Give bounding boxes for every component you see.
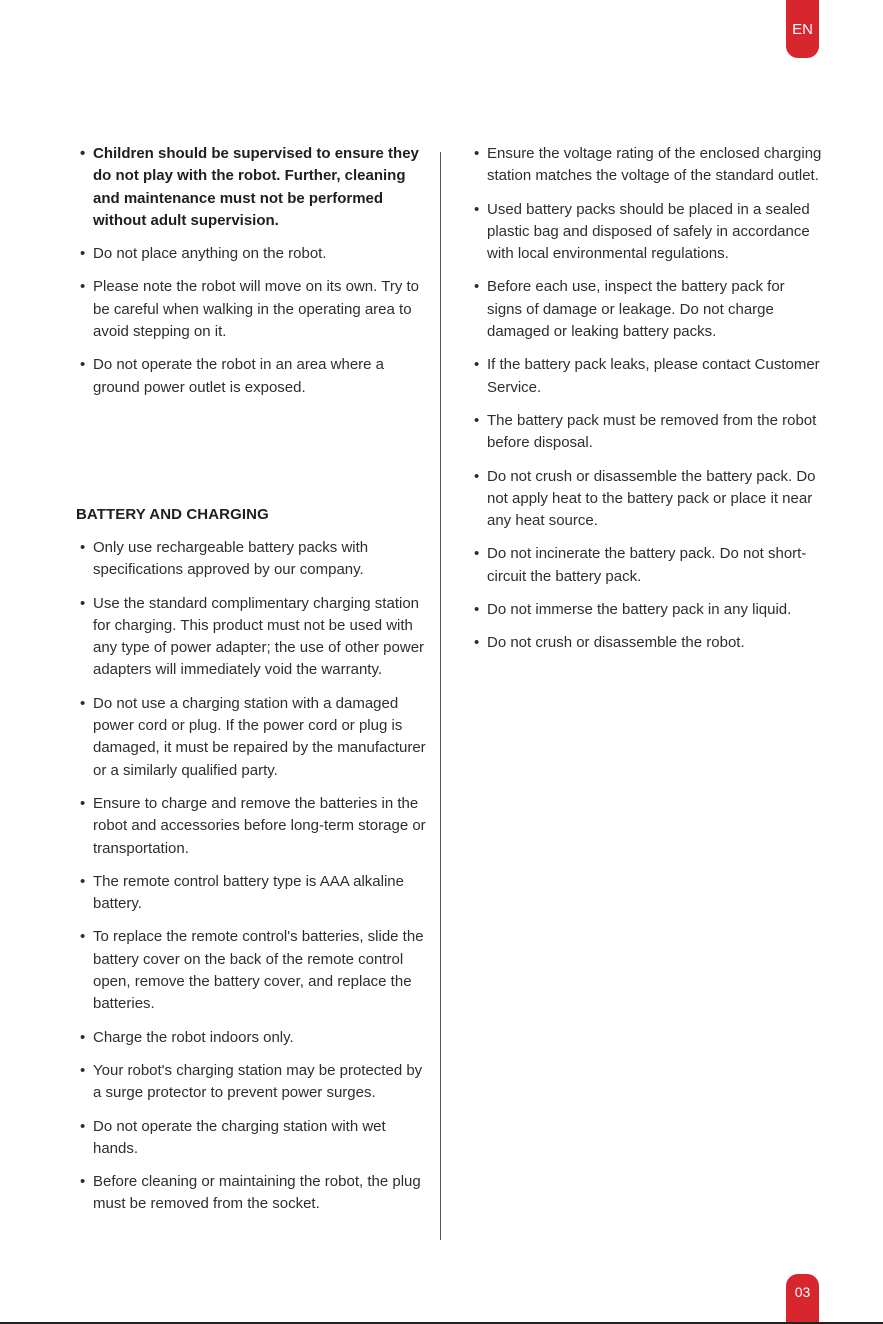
list-item: • Before cleaning or maintaining the robot, the plug must be removed from the socket. bbox=[78, 1171, 428, 1216]
list-item: • Children should be supervised to ensure they do not play with the robot. Further, cleaning and maintenance must not be performed without adult supervision. bbox=[78, 143, 428, 232]
list-item: • Ensure to charge and remove the batteries in the robot and accessories before long-term storage or transportation. bbox=[78, 793, 428, 860]
list-item: • If the battery pack leaks, please contact Customer Service. bbox=[472, 354, 822, 399]
section-heading-battery: BATTERY AND CHARGING bbox=[76, 506, 269, 523]
list-item: • The battery pack must be removed from the robot before disposal. bbox=[472, 410, 822, 455]
list-item: • Only use rechargeable battery packs with specifications approved by our company. bbox=[78, 537, 428, 582]
list-item: • Do not use a charging station with a damaged power cord or plug. If the power cord or plug is damaged, it must be repaired by the manufacturer or a similarly qualified party. bbox=[78, 693, 428, 782]
list-item: • Ensure the voltage rating of the enclosed charging station matches the voltage of the standard outlet. bbox=[472, 143, 822, 188]
list-item: • Charge the robot indoors only. bbox=[78, 1027, 428, 1049]
list-item: • Use the standard complimentary charging station for charging. This product must not be used with any type of power adapter; the use of other power adapters will immediately void the warranty. bbox=[78, 593, 428, 682]
battery-list bbox=[78, 537, 428, 1227]
list-item: • The remote control battery type is AAA alkaline battery. bbox=[78, 871, 428, 916]
list-item: • Do not crush or disassemble the robot. bbox=[472, 632, 822, 654]
list-item: • To replace the remote control's batteries, slide the battery cover on the back of the remote control open, remove the battery cover, and replace the batteries. bbox=[78, 926, 428, 1015]
safety-list-top bbox=[78, 143, 428, 410]
list-item: • Do not operate the robot in an area where a ground power outlet is exposed. bbox=[78, 354, 428, 399]
list-item: • Do not incinerate the battery pack. Do not short-circuit the battery pack. bbox=[472, 543, 822, 588]
list-item: • Used battery packs should be placed in a sealed plastic bag and disposed of safely in accordance with local environmental regulations. bbox=[472, 199, 822, 266]
list-item: • Do not place anything on the robot. bbox=[78, 243, 428, 265]
column-divider bbox=[440, 152, 441, 1240]
language-tab: EN bbox=[786, 0, 819, 58]
list-item: • Before each use, inspect the battery pack for signs of damage or leakage. Do not charge damaged or leaking battery packs. bbox=[472, 276, 822, 343]
battery-list-continued bbox=[472, 143, 822, 666]
list-item: • Do not crush or disassemble the battery pack. Do not apply heat to the battery pack or place it near any heat source. bbox=[472, 466, 822, 533]
list-item: • Do not operate the charging station with wet hands. bbox=[78, 1116, 428, 1161]
list-item: • Please note the robot will move on its own. Try to be careful when walking in the operating area to avoid stepping on it. bbox=[78, 276, 428, 343]
list-item: • Your robot's charging station may be protected by a surge protector to prevent power surges. bbox=[78, 1060, 428, 1105]
page-number-tab: 03 bbox=[786, 1274, 819, 1324]
list-item: • Do not immerse the battery pack in any liquid. bbox=[472, 599, 822, 621]
